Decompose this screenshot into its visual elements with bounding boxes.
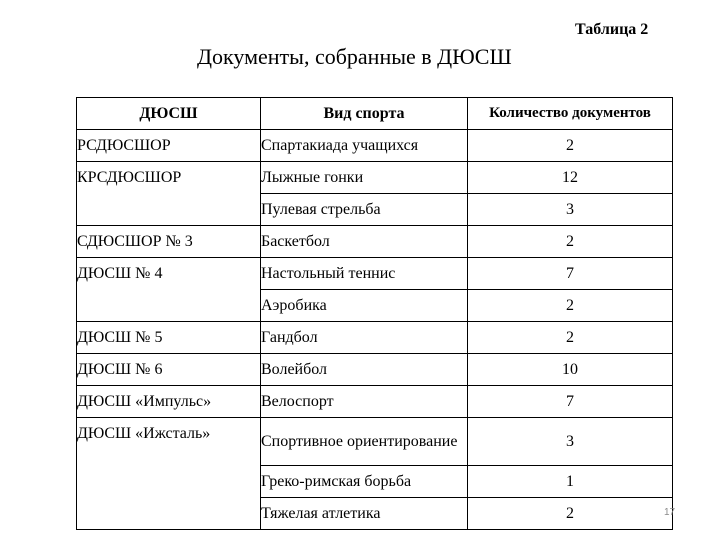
table-row [77,322,673,354]
header-sport: Вид спорта [261,98,468,130]
school-cell: КРСДЮСШОР [77,162,261,226]
sport-cell: Волейбол [261,354,468,386]
count-cell: 1 [468,466,673,498]
sport-cell: Спортивное ориентирование [261,418,468,466]
count-cell: 3 [468,194,673,226]
header-count: Количество документов [468,98,673,130]
table-row [77,418,673,466]
table-row [77,258,673,290]
school-cell: ДЮСШ «Ижсталь» [77,418,261,530]
header-school: ДЮСШ [77,98,261,130]
school-cell: ДЮСШ № 5 [77,322,261,354]
school-cell: РСДЮСШОР [77,130,261,162]
count-cell: 2 [468,290,673,322]
table-row [77,386,673,418]
documents-table [76,97,676,530]
count-cell: 3 [468,418,673,466]
school-cell: СДЮСШОР № 3 [77,226,261,258]
sport-cell: Пулевая стрельба [261,194,468,226]
sport-cell: Аэробика [261,290,468,322]
sport-cell: Баскетбол [261,226,468,258]
count-cell: 7 [468,386,673,418]
table-row [77,130,673,162]
count-cell: 7 [468,258,673,290]
sport-cell: Настольный теннис [261,258,468,290]
sport-cell: Спартакиада учащихся [261,130,468,162]
school-cell: ДЮСШ № 4 [77,258,261,322]
sport-cell: Лыжные гонки [261,162,468,194]
count-cell: 12 [468,162,673,194]
count-cell: 2 [468,130,673,162]
sport-cell: Гандбол [261,322,468,354]
table-caption: Таблица 2 [575,21,649,38]
school-cell: ДЮСШ «Импульс» [77,386,261,418]
sport-cell: Тяжелая атлетика [261,498,468,530]
count-cell: 2 [468,226,673,258]
count-cell: 2 [468,498,673,530]
table-row [77,226,673,258]
school-cell: ДЮСШ № 6 [77,354,261,386]
count-cell: 2 [468,322,673,354]
count-cell: 10 [468,354,673,386]
page-number: 17 [664,507,676,518]
table-row [77,162,673,194]
table-header-row [77,98,673,130]
document-title: Документы, собранные в ДЮСШ [197,44,512,69]
sport-cell: Греко-римская борьба [261,466,468,498]
sport-cell: Велоспорт [261,386,468,418]
table-row [77,354,673,386]
